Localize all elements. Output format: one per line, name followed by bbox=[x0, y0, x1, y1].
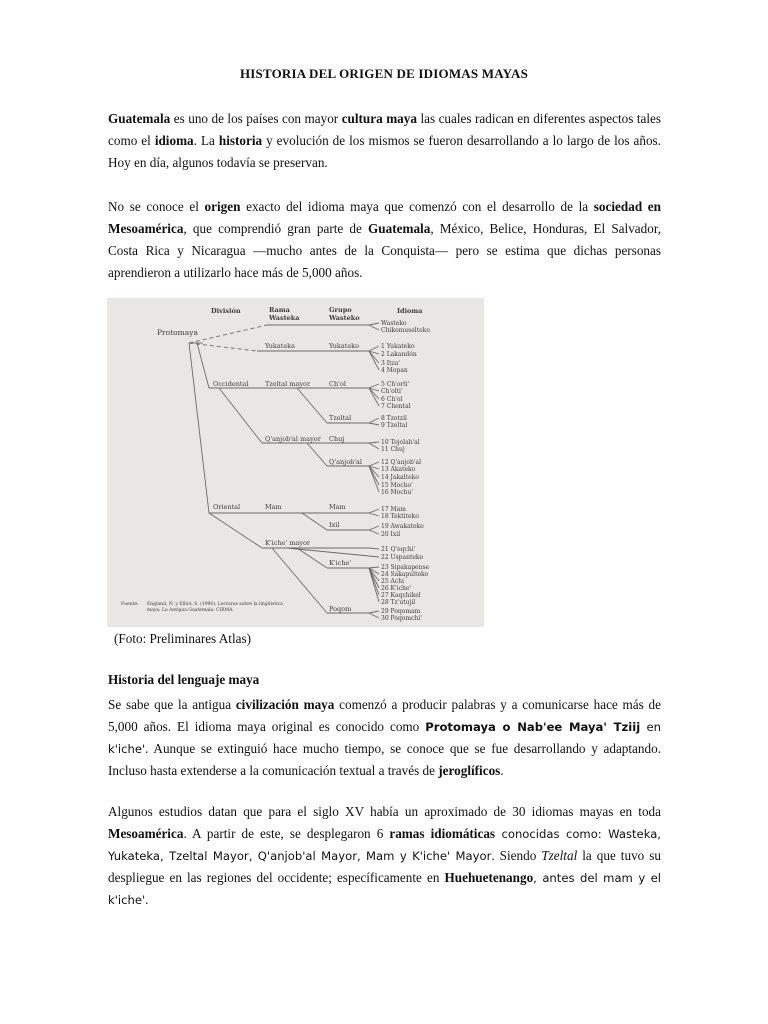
tree-branch bbox=[297, 388, 327, 423]
figure-source-label: Fuente: bbox=[121, 602, 139, 607]
header-division: División bbox=[211, 307, 241, 315]
idioma-label: 15 Mocho' bbox=[381, 482, 413, 489]
grupo-kiche: K'iche' bbox=[329, 559, 352, 567]
bold-text: idioma bbox=[154, 133, 194, 148]
rama-kiche-mayor: K'iche' mayor bbox=[265, 539, 310, 547]
rama-mam: Mam bbox=[265, 503, 282, 511]
tree-branch bbox=[369, 443, 379, 449]
header-idioma: Idioma bbox=[397, 307, 423, 315]
figure-source-line1: England, N. y Elliot, S. (1990). Lecturas sobre la lingüística bbox=[147, 602, 283, 607]
tree-branch bbox=[369, 323, 379, 325]
section-heading: Historia del lenguaje maya bbox=[108, 672, 260, 687]
header-grupo-line1: Grupo bbox=[329, 306, 352, 314]
text-run: . La bbox=[193, 133, 219, 148]
idioma-label: Chikomuselteko bbox=[381, 327, 430, 334]
idioma-label: 27 Kaqchikel bbox=[381, 592, 421, 599]
text-run: . Siendo bbox=[491, 848, 542, 863]
tree-branch bbox=[369, 466, 379, 492]
bold-text: jeroglíficos bbox=[438, 763, 501, 778]
grupo-yukateko: Yukateko bbox=[329, 342, 360, 350]
tree-branch bbox=[369, 509, 379, 513]
rama-tzeltal-mayor: Tzeltal mayor bbox=[265, 380, 311, 388]
text-run: comenzó a producir palabras y a comunicarse hace más de 5,000 años. El idioma maya original es conocido como bbox=[108, 697, 661, 734]
header-rama-line1: Rama bbox=[269, 306, 290, 314]
figure-source-line2: maya. La Antigua Guatemala: CIRMA. bbox=[147, 608, 234, 613]
root-protomaya: Protomaya bbox=[157, 328, 198, 337]
text-run: . bbox=[500, 763, 504, 778]
document-title: HISTORIA DEL ORIGEN DE IDIOMAS MAYAS bbox=[239, 66, 529, 81]
tree-branch bbox=[307, 443, 327, 466]
paragraph-origin bbox=[108, 196, 661, 284]
tree-branch bbox=[197, 343, 209, 388]
tree-branch bbox=[219, 388, 262, 443]
bold-text: sociedad en Mesoamérica bbox=[108, 199, 661, 236]
idioma-label: 14 Jakalteko bbox=[381, 474, 419, 481]
idioma-label: 28 Tz'utujil bbox=[381, 599, 416, 606]
text-run: , México, Belice, Honduras, El Salvador, Costa Rica y Nicaragua —mucho antes de la Conquista— pero se estima que dichas personas aprendieron a utilizarlo hace más de 5,000 años. bbox=[108, 221, 661, 280]
text-run: es uno de los países con mayor bbox=[170, 111, 342, 126]
paragraph-studies bbox=[108, 801, 661, 911]
text-run: la que tuvo su despliegue en las regiones del occidente; específicamente en bbox=[108, 848, 661, 885]
tree-branch bbox=[369, 526, 379, 530]
tree-branch bbox=[189, 325, 267, 343]
text-run: conocidas como: Wasteka, Yukateka, Tzeltal Mayor, Q'anjob'al Mayor, Mam y K'iche' Mayor bbox=[108, 827, 661, 863]
text-run: No se conoce el bbox=[108, 199, 205, 214]
tree-branch bbox=[369, 548, 379, 549]
tree-branch bbox=[369, 613, 379, 618]
idioma-label: Wasteko bbox=[381, 320, 407, 327]
idioma-label: 20 Ixil bbox=[381, 531, 401, 538]
idioma-labels bbox=[381, 320, 430, 622]
tree-branch bbox=[369, 611, 379, 613]
grupo-chol: Ch'ol bbox=[329, 380, 346, 388]
text-run: , que comprendió gran parte de bbox=[183, 221, 369, 236]
bold-text: Huehuetenango bbox=[444, 870, 534, 885]
tree-branch bbox=[209, 513, 262, 548]
division-occidental: Occidental bbox=[213, 380, 249, 388]
grupo-poqom: Poqom bbox=[329, 605, 352, 613]
italic-text: Tzeltal bbox=[541, 848, 578, 863]
tree-branch bbox=[297, 548, 327, 568]
idioma-label: 6 Ch'ol bbox=[381, 396, 403, 403]
idioma-label: Ch'olti' bbox=[381, 388, 403, 395]
language-tree-figure bbox=[107, 298, 484, 627]
tree-branch bbox=[369, 442, 379, 443]
tree-branch bbox=[369, 530, 379, 534]
header-rama-line2: Wasteka bbox=[269, 314, 300, 322]
idioma-label: 18 Tektiteko bbox=[381, 513, 419, 520]
text-run: y evolución de los mismos se fueron desarrollando a lo largo de los años. Hoy en día, algunos todavía se preservan. bbox=[108, 133, 661, 170]
bold-text: origen bbox=[204, 199, 241, 214]
idioma-label: 13 Akateko bbox=[381, 466, 416, 473]
tree-branch bbox=[369, 346, 379, 351]
division-oriental: Oriental bbox=[213, 503, 241, 511]
idioma-label: 1 Yukateko bbox=[381, 343, 415, 350]
text-run: . bbox=[145, 892, 149, 907]
idioma-label: 24 Sakapulteko bbox=[381, 571, 429, 578]
idioma-label: 25 Achi bbox=[381, 578, 405, 585]
idioma-label: 9 Tzeltal bbox=[381, 422, 408, 429]
idioma-label: 7 Chontal bbox=[381, 403, 411, 410]
rama-yukateka: Yukateka bbox=[265, 342, 295, 350]
bold-text: Protomaya o Nab'ee Maya' Tziij bbox=[425, 720, 641, 734]
figure-caption: (Foto: Preliminares Atlas) bbox=[114, 631, 251, 646]
text-run: Se sabe que la antigua bbox=[108, 697, 236, 712]
tree-branch bbox=[369, 325, 379, 330]
idioma-label: 10 Tojolab'al bbox=[381, 439, 420, 446]
bold-text: Mesoamérica bbox=[108, 826, 184, 841]
grupo-qanjobal: Q'anjob'al bbox=[329, 458, 363, 466]
tree-branch bbox=[369, 384, 379, 388]
tree-branch bbox=[369, 567, 379, 568]
grupo-chuj: Chuj bbox=[329, 435, 345, 443]
tree-branch bbox=[302, 513, 327, 530]
idioma-label: 23 Sipakapense bbox=[381, 564, 430, 571]
grupo-tzeltal: Tzeltal bbox=[329, 414, 352, 422]
idioma-label: 29 Poqomam bbox=[381, 608, 421, 615]
text-run: en k'iche' bbox=[108, 720, 662, 756]
idioma-label: 3 Itza' bbox=[381, 360, 400, 367]
text-run: , antes del mam y el k'iche' bbox=[108, 871, 662, 907]
paragraph-history bbox=[108, 694, 661, 782]
text-run: Algunos estudios datan que para el siglo XV había un aproximado de 30 idiomas mayas en toda bbox=[108, 804, 661, 819]
text-run: las cuales radican en diferentes aspectos tales como el bbox=[108, 111, 662, 148]
idioma-label: 19 Awakateko bbox=[381, 523, 424, 530]
grupo-mam: Mam bbox=[329, 503, 346, 511]
grupo-ixil: Ixil bbox=[329, 521, 340, 529]
idioma-label: 2 Lakandón bbox=[381, 351, 417, 358]
bold-text: Guatemala bbox=[368, 221, 431, 236]
idioma-label: 16 Mochu' bbox=[381, 489, 414, 496]
tree-branch bbox=[369, 462, 379, 466]
idioma-label: 8 Tzotzil bbox=[381, 415, 407, 422]
idioma-label: 22 Uspanteko bbox=[381, 554, 424, 561]
idioma-label: 11 Chuj bbox=[381, 446, 405, 453]
bold-text: cultura maya bbox=[341, 111, 417, 126]
bold-text: ramas idiomáticas bbox=[389, 826, 496, 841]
idioma-label: 4 Mopan bbox=[381, 367, 408, 374]
paragraph-intro bbox=[108, 108, 661, 174]
tree-branch bbox=[189, 343, 209, 513]
rama-qanjobal-mayor: Q'anjob'al mayor bbox=[265, 435, 321, 443]
bold-text: Guatemala bbox=[108, 111, 171, 126]
idioma-label: 12 Q'anjob'al bbox=[381, 459, 422, 466]
idioma-label: 21 Q'eqchi' bbox=[381, 546, 416, 553]
tree-branch bbox=[369, 423, 379, 425]
text-run: exacto del idioma maya que comenzó con el desarrollo de la bbox=[240, 199, 594, 214]
text-run: . A partir de este, se desplegaron 6 bbox=[183, 826, 390, 841]
idioma-label: 26 K'iche' bbox=[381, 585, 412, 592]
language-tree-diagram bbox=[107, 298, 484, 627]
idioma-label: 30 Poqomchi' bbox=[381, 615, 422, 622]
tree-branch bbox=[287, 548, 379, 557]
tree-branch bbox=[369, 513, 379, 516]
tree-branch bbox=[369, 418, 379, 423]
text-run: . Aunque se extinguió hace mucho tiempo, se conoce que se fue desarrollando y adaptando. Incluso hasta extenderse a la comunicación textual a través de bbox=[108, 741, 661, 778]
idioma-label: 5 Ch'orti' bbox=[381, 381, 410, 388]
idioma-label: 17 Mam bbox=[381, 506, 406, 513]
bold-text: historia bbox=[218, 133, 263, 148]
bold-text: civilización maya bbox=[235, 697, 335, 712]
header-grupo-line2: Wasteko bbox=[329, 314, 360, 322]
